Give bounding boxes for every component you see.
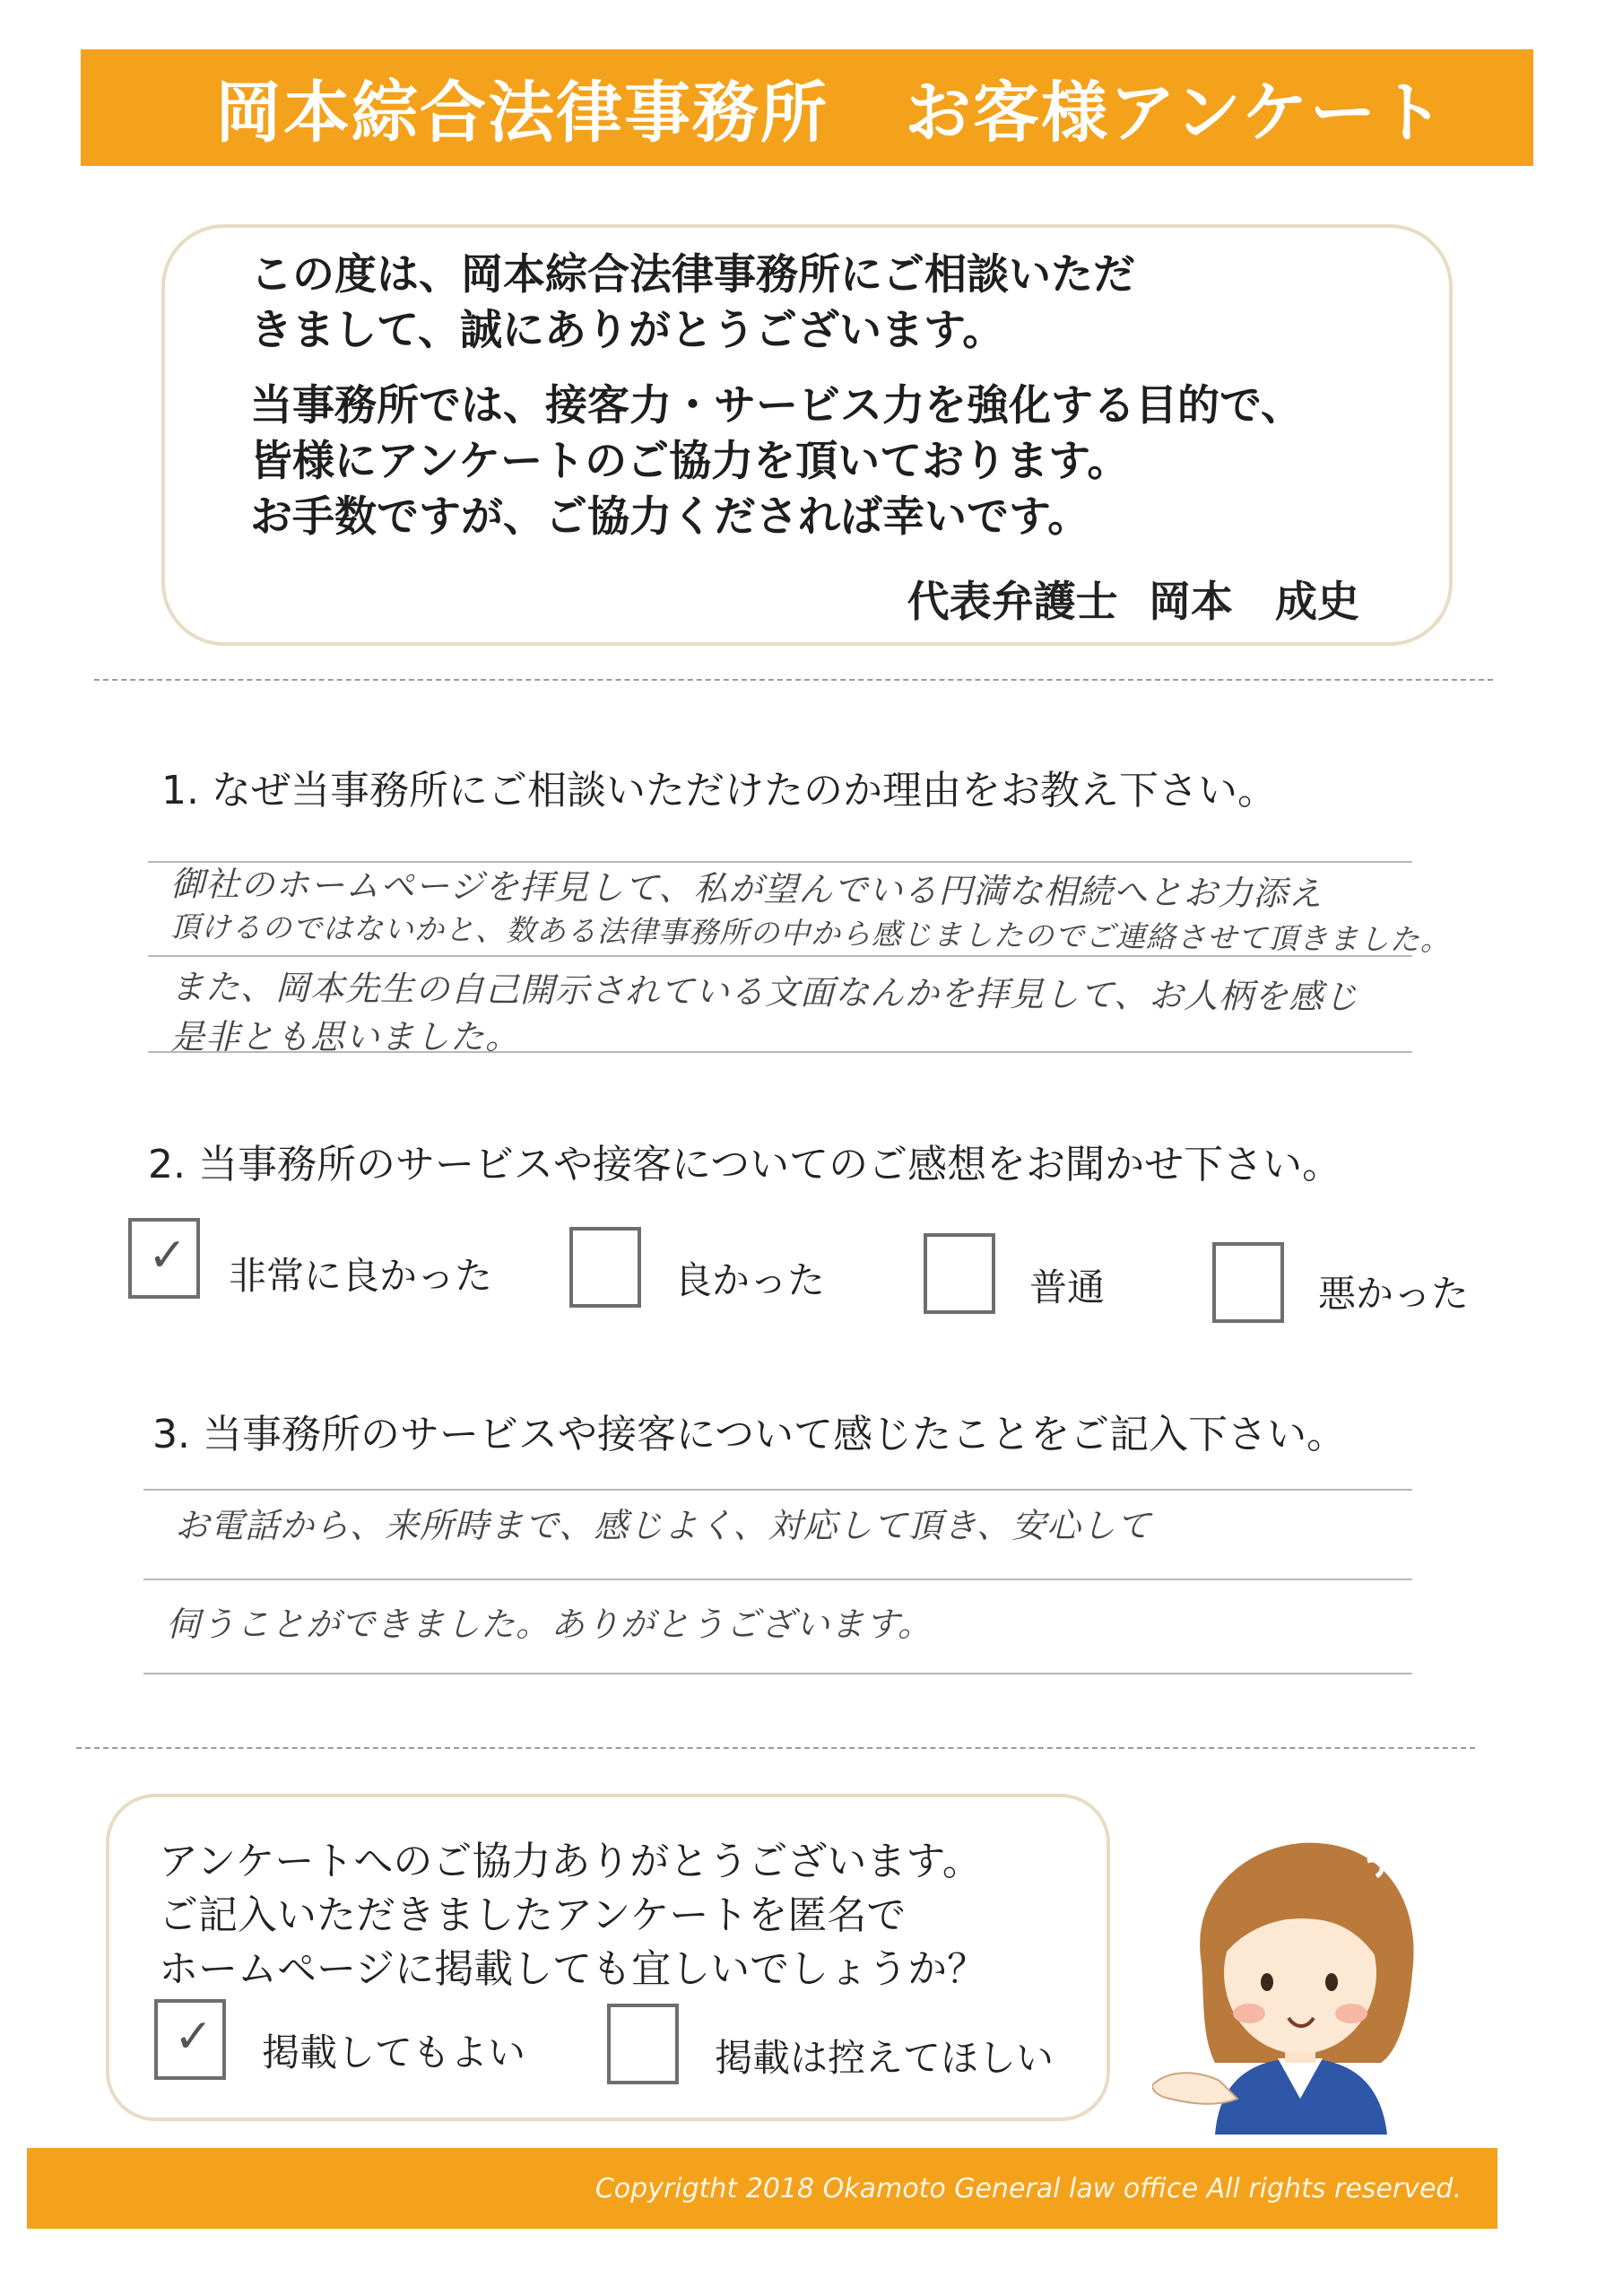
question-3 <box>152 1402 1346 1459</box>
consent-line-1: アンケートへのご協力ありがとうございます。 <box>159 1839 982 1884</box>
survey-title: お客様アンケート <box>905 74 1446 152</box>
consent-line-3: ホームページに掲載しても宜しいでしょうか？ <box>159 1946 987 1992</box>
rating-label-good: 良かった <box>674 1258 826 1302</box>
rating-label-excellent: 非常に良かった <box>229 1254 493 1298</box>
signature-name: 岡本 成史 <box>1149 578 1359 627</box>
check-mark-icon: ✓ <box>148 1229 187 1283</box>
consent-label-decline: 掲載は控えてほしい <box>715 2036 1055 2080</box>
rating-checkbox-excellent[interactable] <box>128 1218 200 1299</box>
question-1-number: 1. <box>161 768 199 813</box>
rating-label-average: 普通 <box>1029 1265 1106 1309</box>
signature-title: 代表弁護士 <box>907 578 1118 627</box>
q1-answer-line-2: 頂けるのではないかと、数ある法律事務所の中から感じましたのでご連絡させて頂きました。 <box>169 909 1452 958</box>
question-1 <box>161 758 1277 815</box>
consent-checkbox-allow[interactable] <box>154 1999 226 2080</box>
answer-line <box>143 1673 1412 1674</box>
signature <box>907 569 1359 629</box>
copyright-text: Copyrigtht 2018 Okamoto General law office All rights reserved. <box>595 2173 1462 2205</box>
q1-answer-line-4: 是非とも思いました。 <box>170 1017 521 1057</box>
section-divider <box>94 679 1493 681</box>
q3-answer-line-2: 伺うことができました。ありがとうございます。 <box>166 1605 933 1644</box>
consent-label-allow: 掲載してもよい <box>262 2031 526 2074</box>
rating-checkbox-good[interactable] <box>569 1227 641 1308</box>
section-divider <box>76 1747 1475 1749</box>
question-1-text: なぜ当事務所にご相談いただけたのか理由をお教え下さい。 <box>211 768 1277 813</box>
q3-answer-line-1: お電話から、来所時まで、感じよく、対応して頂き、安心して <box>175 1506 1151 1545</box>
check-mark-icon: ✓ <box>174 2010 213 2064</box>
q1-answer-line-3: また、岡本先生の自己開示されている文面なんかを拝見して、お人柄を感じ <box>169 967 1359 1017</box>
staff-illustration-icon <box>1152 1830 1448 2135</box>
answer-line <box>143 1578 1412 1580</box>
greeting-line-2: きまして、誠にありがとうございます。 <box>250 306 1005 355</box>
greeting-box <box>161 224 1453 646</box>
greeting-line-1: この度は、岡本綜合法律事務所にご相談いただ <box>250 250 1135 300</box>
rating-checkbox-average[interactable] <box>924 1233 995 1314</box>
greeting-line-3: 当事務所では、接客力・サービス力を強化する目的で、 <box>250 381 1304 430</box>
consent-checkbox-decline[interactable] <box>607 2004 679 2084</box>
question-3-number: 3. <box>152 1412 190 1457</box>
question-2 <box>148 1132 1341 1189</box>
consent-box <box>106 1794 1110 2121</box>
rating-label-poor: 悪かった <box>1318 1272 1470 1316</box>
answer-line <box>143 1489 1412 1491</box>
firm-name: 岡本綜合法律事務所 <box>215 74 829 152</box>
greeting-line-4: 皆様にアンケートのご協力を頂いております。 <box>250 437 1130 486</box>
rating-checkbox-poor[interactable] <box>1212 1242 1284 1323</box>
survey-header <box>81 49 1533 166</box>
question-2-text: 当事務所のサービスや接客についてのご感想をお聞かせ下さい。 <box>197 1142 1342 1187</box>
question-2-number: 2. <box>148 1142 186 1187</box>
footer-bar <box>27 2148 1497 2229</box>
question-3-text: 当事務所のサービスや接客について感じたことをご記入下さい。 <box>202 1412 1347 1457</box>
greeting-line-5: お手数ですが、ご協力くだされば幸いです。 <box>250 492 1090 542</box>
consent-line-2: ご記入いただきましたアンケートを匿名で <box>159 1892 907 1938</box>
q1-answer-line-1: 御社のホームページを拝見して、私が望んでいる円満な相続へとお力添え <box>169 864 1324 914</box>
